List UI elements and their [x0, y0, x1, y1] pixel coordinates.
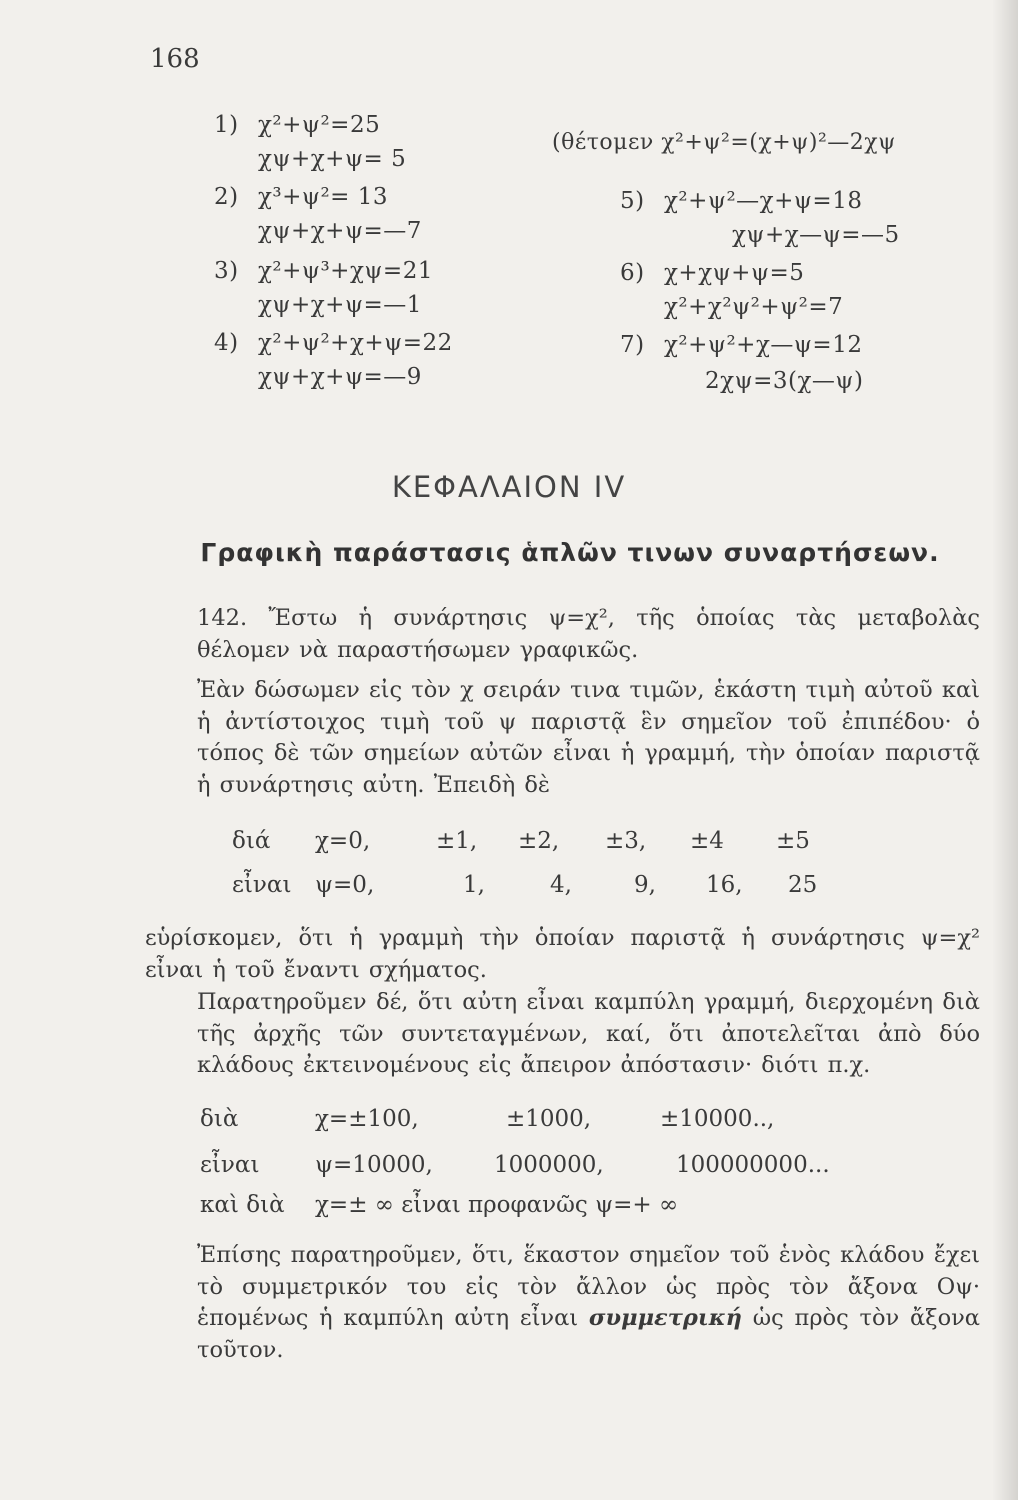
table2-row3-label: καὶ διὰ: [200, 1192, 285, 1218]
table2-y-0: ψ=10000,: [315, 1152, 433, 1178]
table2-y-2: 100000000...: [676, 1152, 830, 1178]
paragraph-3: [145, 923, 980, 986]
exercise-1: 1) χ²+ψ²=25: [214, 112, 381, 138]
page-number: 168: [150, 44, 200, 74]
table2-x-2: ±10000..,: [660, 1106, 775, 1132]
paragraph-5-text: Ἐπίσης παρατηροῦμεν, ὅτι, ἕκαστον σημεῖον τοῦ ἑνὸς κλάδου ἔχει τὸ συμμετρικόν του εἰς τὸν ἄλλον ὡς πρὸς τὸν ἄξονα Οψ· ἑπομένως ἡ καμπύλη αὐτη εἶναι συμμετρική ὡς πρὸς τὸν ἄξονα τοῦτον.: [197, 1242, 980, 1363]
exercise-4: 4) χ²+ψ²+χ+ψ=22: [214, 330, 453, 356]
paragraph-2: [145, 675, 980, 801]
paragraph-4-text: Παρατηροῦμεν δέ, ὅτι αὐτη εἶναι καμπύλη γραμμή, διερχομένη διὰ τῆς ἀρχῆς τῶν συντεταγμένων, καί, ὅτι ἀποτελεῖται ἀπὸ δύο κλάδους ἐκτεινομένους εἰς ἄπειρον ἀπόστασιν· διότι π.χ.: [197, 989, 980, 1078]
paragraph-4: [145, 987, 980, 1082]
table1-x-3: ±3,: [605, 828, 647, 854]
table1-y-2: 4,: [550, 872, 572, 898]
table1-x-0: χ=0,: [315, 828, 371, 854]
table1-y-0: ψ=0,: [315, 872, 375, 898]
chapter-subtitle: Γραφικὴ παράστασις ἁπλῶν τινων συναρτήσεων.: [200, 538, 940, 567]
exercise-3-line-2: χψ+χ+ψ=—1: [258, 292, 422, 318]
table2-row3-text: χ=± ∞ εἶναι προφανῶς ψ=+ ∞: [315, 1192, 679, 1218]
table1-x-4: ±4: [690, 828, 724, 854]
exercise-6: 6) χ+χψ+ψ=5: [620, 260, 805, 286]
table1-row1-label: διά: [232, 828, 271, 854]
exercise-2: 2) χ³+ψ²= 13: [214, 184, 389, 210]
exercise-2-line-2: χψ+χ+ψ=—7: [258, 218, 422, 244]
table2-row1-label: διὰ: [200, 1106, 239, 1132]
exercise-4-line-2: χψ+χ+ψ=—9: [258, 364, 422, 390]
emphasis-symmetric: συμμετρική: [588, 1305, 742, 1331]
exercise-7-line-2: 2χψ=3(χ—ψ): [705, 368, 864, 394]
table1-x-1: ±1,: [436, 828, 478, 854]
paragraph-2-text: Ἐὰν δώσωμεν εἰς τὸν χ σειράν τινα τιμῶν, ἑκάστη τιμὴ αὐτοῦ καὶ ἡ ἀντίστοιχος τιμὴ τοῦ ψ παριστᾷ ἓν σημεῖον τοῦ ἐπιπέδου· ὁ τόπος δὲ τῶν σημείων αὐτῶν εἶναι ἡ γραμμή, τὴν ὁποίαν παριστᾷ ἡ συνάρτησις αὐτη. Ἐπειδὴ δὲ: [197, 677, 980, 798]
table1-x-5: ±5: [776, 828, 810, 854]
exercise-7: 7) χ²+ψ²+χ—ψ=12: [620, 332, 863, 358]
exercise-5-line-2: χψ+χ—ψ=—5: [732, 222, 900, 248]
exercise-1-line-2: χψ+χ+ψ= 5: [258, 146, 407, 172]
paragraph-3-text: εὑρίσκομεν, ὅτι ἡ γραμμὴ τὴν ὁποίαν παριστᾷ ἡ συνάρτησις ψ=χ² εἶναι ἡ τοῦ ἔναντι σχήματος.: [145, 925, 980, 983]
table1-y-3: 9,: [634, 872, 656, 898]
paragraph-5: [145, 1240, 980, 1366]
page-edge-shadow: [992, 0, 1018, 1500]
chapter-title: ΚΕΦΑΛΑΙΟΝ IV: [391, 470, 627, 504]
exercise-6-line-2: χ²+χ²ψ²+ψ²=7: [664, 294, 844, 320]
table2-x-0: χ=±100,: [315, 1106, 419, 1132]
table2-x-1: ±1000,: [506, 1106, 592, 1132]
table1-x-2: ±2,: [518, 828, 560, 854]
table1-row2-label: εἶναι: [232, 872, 292, 898]
table1-y-4: 16,: [706, 872, 743, 898]
table2-row2-label: εἶναι: [200, 1152, 260, 1178]
table1-y-1: 1,: [463, 872, 485, 898]
section-142-paragraph: [145, 603, 980, 666]
table1-y-5: 25: [788, 872, 818, 898]
exercise-5: 5) χ²+ψ²—χ+ψ=18: [620, 188, 863, 214]
section-142-text: 142. Ἔστω ἡ συνάρτησις ψ=χ², τῆς ὁποίας τὰς μεταβολὰς θέλομεν νὰ παραστήσωμεν γραφικῶς.: [197, 605, 980, 663]
substitution-note: (θέτομεν χ²+ψ²=(χ+ψ)²—2χψ: [552, 130, 896, 155]
table2-y-1: 1000000,: [494, 1152, 604, 1178]
exercise-3: 3) χ²+ψ³+χψ=21: [214, 258, 433, 284]
